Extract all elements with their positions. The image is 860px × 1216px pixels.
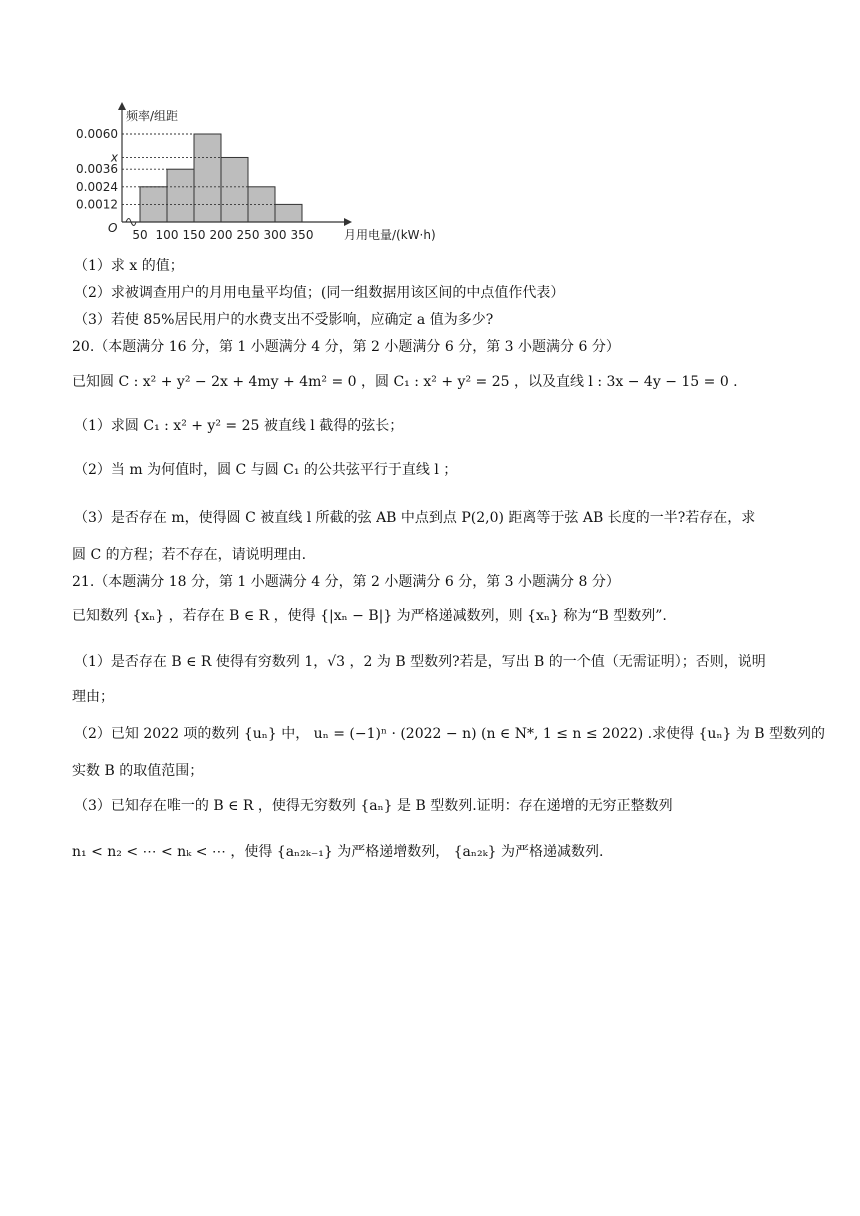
q21-stem: 已知数列 {xₙ} ，若存在 B ∈ R ，使得 {|xₙ − B|} 为严格递减数列，则 {xₙ} 称为“B 型数列”. [72,608,667,624]
x-tick-label: 200 [209,228,233,242]
q19-part3: （3）若使 85%居民用户的水费支出不受影响，应确定 a 值为多少? [74,312,494,328]
y-axis-label: 频率/组距 [126,109,179,123]
q21-part1-line1: （1）是否存在 B ∈ R 使得有穷数列 1，√3 ，2 为 B 型数列?若是，写出 B 的一个值（无需证明）；否则，说明 [74,654,766,670]
q21-part1-line2: 理由； [72,689,114,705]
y-axis-arrow [118,102,126,110]
q20-part2: （2）当 m 为何值时，圆 C 与圆 C₁ 的公共弦平行于直线 l ； [74,462,458,478]
q20-part1: （1）求圆 C₁ : x² + y² = 25 被直线 l 截得的弦长； [74,418,404,434]
q21-part3-line1: （3）已知存在唯一的 B ∈ R ，使得无穷数列 {aₙ} 是 B 型数列.证明：存在递增的无穷正整数列 [74,798,673,814]
x-tick-label: 300 [263,228,287,242]
origin-label: O [108,221,118,235]
x-tick-label: 250 [236,228,260,242]
x-tick-label: 150 [182,228,206,242]
q20-part3-line2: 圆 C 的方程；若不存在，请说明理由. [72,547,307,563]
histogram-bar [275,204,302,222]
histogram-bars [140,134,302,222]
y-tick-label: 0.0060 [76,127,118,141]
q20-stem: 已知圆 C : x² + y² − 2x + 4my + 4m² = 0 ，圆 C₁ : x² + y² = 25 ，以及直线 l : 3x − 4y − 15 = 0 . [72,374,738,390]
x-tick-label: 100 [155,228,179,242]
q21-heading: 21.（本题满分 18 分，第 1 小题满分 4 分，第 2 小题满分 6 分，第 3 小题满分 8 分） [72,574,620,590]
y-tick-label: x [110,150,118,165]
histogram-chart [70,100,450,250]
x-tick-label: 350 [290,228,314,242]
x-tick-label: 50 [132,228,148,242]
histogram-bar [194,134,221,222]
y-tick-labels [76,127,119,211]
q21-part2-line2: 实数 B 的取值范围； [72,763,204,779]
q21-part3-line2: n₁ < n₂ < ⋯ < nₖ < ⋯ ，使得 {aₙ₂ₖ₋₁} 为严格递增数列， {aₙ₂ₖ} 为严格递减数列. [72,844,604,860]
histogram-bar [167,169,194,222]
q21-part2-line1: （2）已知 2022 项的数列 {uₙ} 中， uₙ = (−1)ⁿ · (2022 − n) (n ∈ N*, 1 ≤ n ≤ 2022) .求使得 {uₙ} 为 B 型数列的 [74,726,826,742]
y-tick-label: 0.0024 [76,179,118,194]
histogram-bar [221,157,248,222]
q19-part1: （1）求 x 的值； [74,258,184,274]
q19-part2: （2）求被调查用户的月用电量平均值；(同一组数据用该区间的中点值作代表） [74,285,565,301]
q20-part3-line1: （3）是否存在 m，使得圆 C 被直线 l 所截的弦 AB 中点到点 P(2,0) 距离等于弦 AB 长度的一半?若存在，求 [74,510,756,526]
x-tick-labels [132,228,313,242]
y-tick-label: 0.0012 [76,197,118,212]
x-axis-label: 月用电量/(kW·h) [344,228,436,242]
q20-heading: 20.（本题满分 16 分，第 1 小题满分 4 分，第 2 小题满分 6 分，第 3 小题满分 6 分） [72,339,620,355]
x-axis-arrow [344,218,352,226]
y-tick-label: 0.0036 [76,162,118,177]
